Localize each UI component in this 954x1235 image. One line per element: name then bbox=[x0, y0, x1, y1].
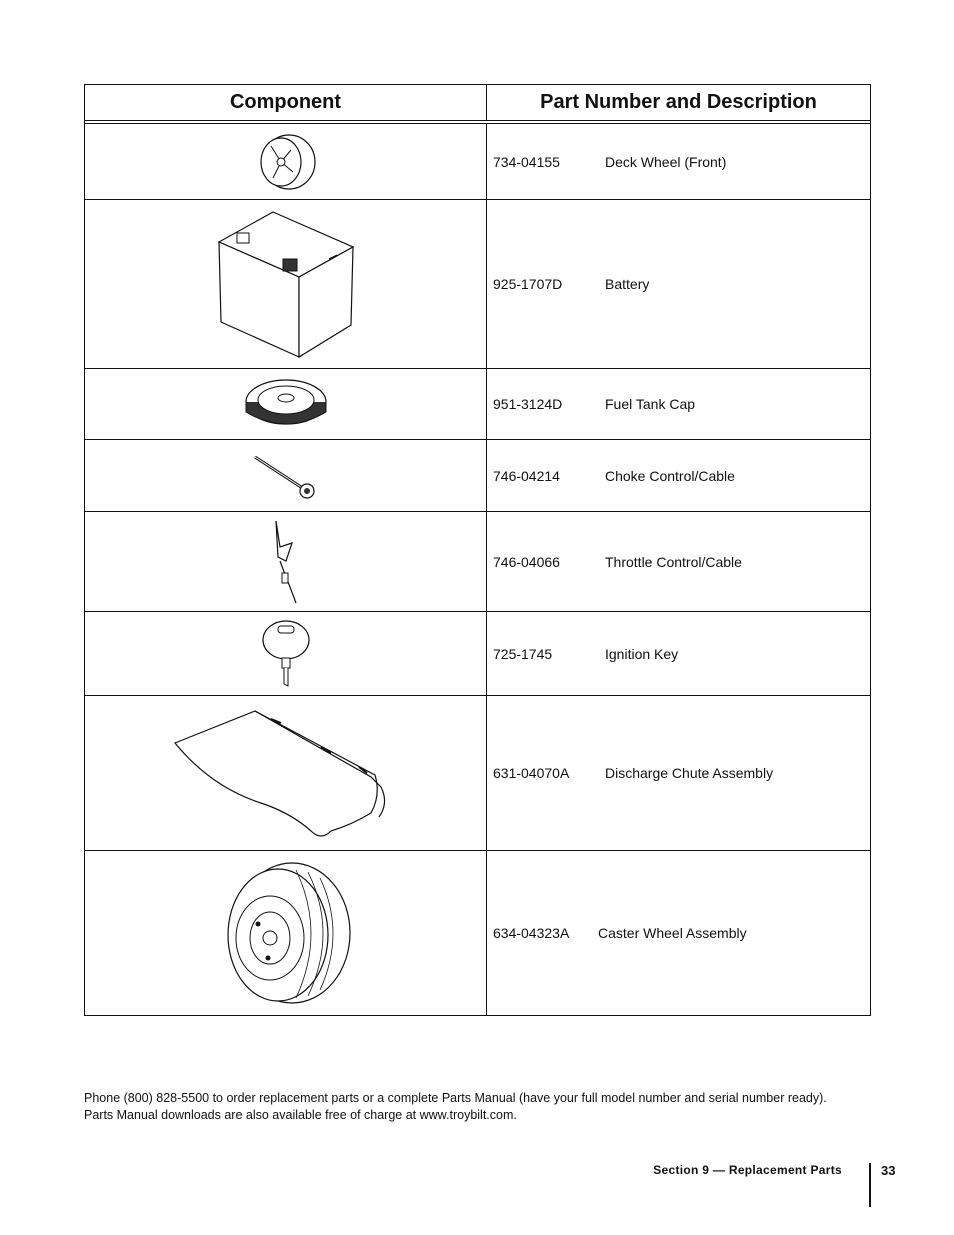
choke-cable-icon bbox=[251, 451, 321, 501]
section-label: Section 9 — Replacement Parts bbox=[653, 1163, 842, 1177]
table-row bbox=[85, 696, 870, 851]
table-row bbox=[85, 612, 870, 696]
caster-wheel-icon bbox=[216, 858, 356, 1008]
part-description: Throttle Control/Cable bbox=[605, 553, 742, 570]
part-description: Fuel Tank Cap bbox=[605, 396, 696, 412]
table-row bbox=[85, 369, 870, 440]
part-description: Battery bbox=[605, 276, 650, 292]
part-number: 746-04066 bbox=[493, 553, 560, 570]
part-number: 746-04214 bbox=[493, 467, 560, 484]
part-number: 734-04155 bbox=[493, 153, 560, 170]
part-description: Caster Wheel Assembly bbox=[598, 925, 747, 941]
throttle-cable-icon bbox=[266, 517, 306, 607]
divider bbox=[869, 1163, 871, 1207]
part-number: 634-04323A bbox=[493, 925, 570, 941]
page-number: 33 bbox=[881, 1163, 896, 1178]
table-row bbox=[85, 200, 870, 369]
table-row bbox=[85, 440, 870, 512]
discharge-chute-icon bbox=[171, 703, 401, 843]
part-description: Deck Wheel (Front) bbox=[605, 153, 727, 170]
fuel-cap-icon bbox=[241, 374, 331, 434]
part-number: 951-3124D bbox=[493, 396, 563, 412]
header-component: Component bbox=[85, 85, 487, 120]
ignition-key-icon bbox=[259, 618, 313, 690]
part-description: Discharge Chute Assembly bbox=[605, 765, 774, 781]
part-number: 631-04070A bbox=[493, 765, 570, 781]
battery-icon bbox=[211, 207, 361, 362]
header-part-number: Part Number and Description bbox=[540, 91, 817, 113]
part-number: 925-1707D bbox=[493, 276, 563, 292]
parts-table bbox=[84, 84, 871, 1016]
part-number: 725-1745 bbox=[493, 645, 553, 662]
part-description: Ignition Key bbox=[605, 645, 679, 662]
footer-note bbox=[84, 1090, 884, 1124]
part-description: Choke Control/Cable bbox=[605, 467, 735, 484]
table-row bbox=[85, 851, 870, 1015]
footer-line-1: Phone (800) 828-5500 to order replacement parts or a complete Parts Manual (have your full model number and serial number ready). bbox=[84, 1091, 827, 1105]
deck-wheel-icon bbox=[251, 132, 321, 192]
table-row bbox=[85, 124, 870, 200]
table-header bbox=[85, 85, 870, 121]
table-row bbox=[85, 512, 870, 612]
footer-line-2: Parts Manual downloads are also available free of charge at www.troybilt.com. bbox=[84, 1108, 517, 1122]
